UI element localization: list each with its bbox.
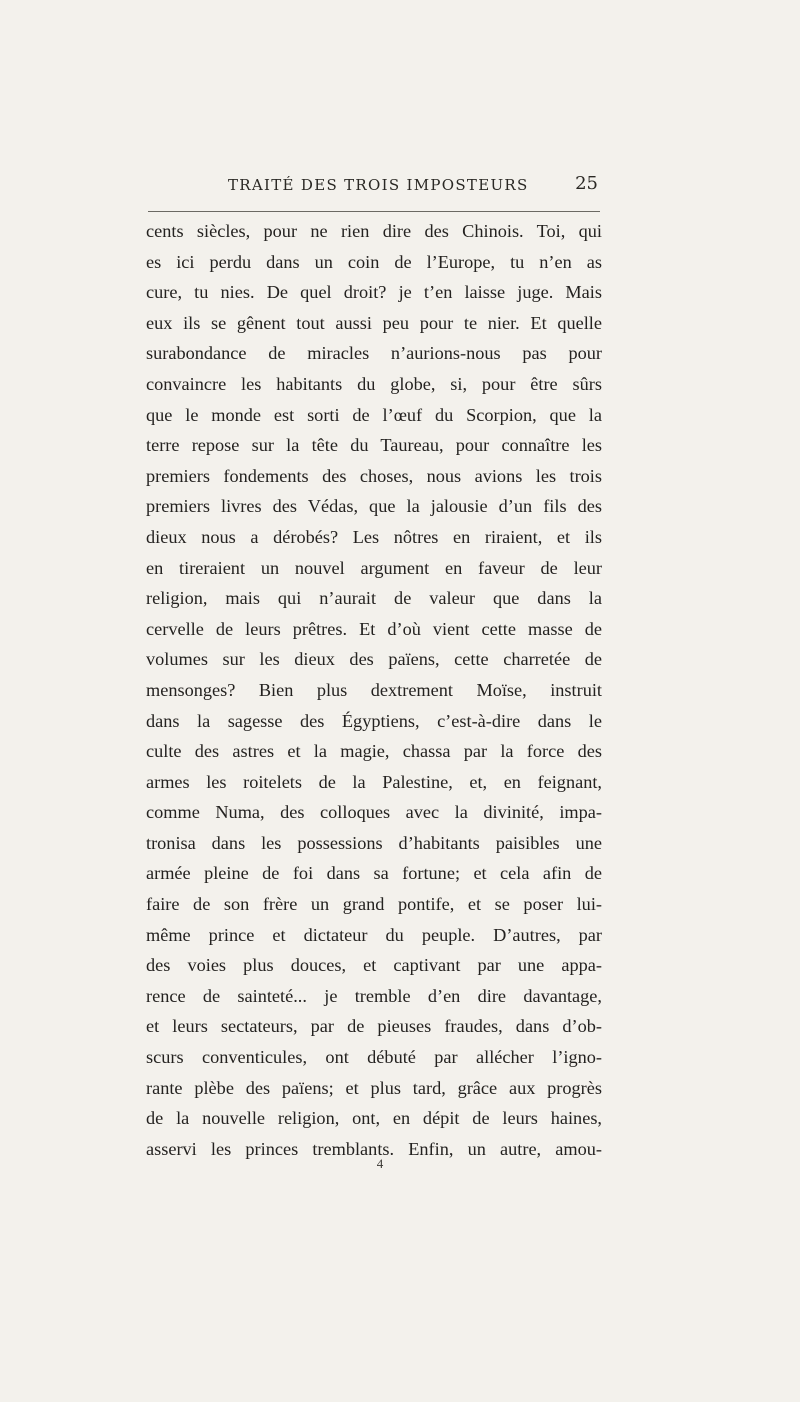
text-line: terre repose sur la tête du Taureau, pour connaître les bbox=[146, 435, 602, 456]
text-line: cents siècles, pour ne rien dire des Chinois. Toi, qui bbox=[146, 221, 602, 241]
text-line: cure, tu nies. De quel droit? je t’en laisse juge. Mais bbox=[146, 282, 602, 303]
text-line: premiers livres des Védas, que la jalousie d’un fils des bbox=[146, 496, 602, 517]
text-line: scurs conventicules, ont débuté par allécher l’igno- bbox=[146, 1047, 602, 1068]
text-line: dieux nous a dérobés? Les nôtres en riraient, et ils bbox=[146, 526, 602, 547]
text-line: es ici perdu dans un coin de l’Europe, tu n’en as bbox=[146, 251, 602, 272]
text-line: culte des astres et la magie, chassa par la force des bbox=[146, 741, 602, 762]
text-line: eux ils se gênent tout aussi peu pour te nier. Et quelle bbox=[146, 312, 602, 333]
text-line: même prince et dictateur du peuple. D’autres, par bbox=[146, 924, 602, 945]
text-line: asservi les princes tremblants. Enfin, un autre, amou- bbox=[146, 1138, 602, 1159]
text-line: en tireraient un nouvel argument en faveur de leur bbox=[146, 557, 602, 578]
text-line: de la nouvelle religion, ont, en dépit de leurs haines, bbox=[146, 1108, 602, 1129]
text-line: rence de sainteté... je tremble d’en dire davantage, bbox=[146, 985, 602, 1006]
text-line: comme Numa, des colloques avec la divinité, impa- bbox=[146, 802, 602, 823]
text-line: volumes sur les dieux des païens, cette charretée de bbox=[146, 649, 602, 670]
text-line: premiers fondements des choses, nous avions les trois bbox=[146, 465, 602, 486]
text-line: armée pleine de foi dans sa fortune; et cela afin de bbox=[146, 863, 602, 884]
text-line: cervelle de leurs prêtres. Et d’où vient cette masse de bbox=[146, 618, 602, 639]
text-line: et leurs sectateurs, par de pieuses fraudes, dans d’ob- bbox=[146, 1016, 602, 1037]
text-line: convaincre les habitants du globe, si, pour être sûrs bbox=[146, 373, 602, 394]
running-title: TRAITÉ DES TROIS IMPOSTEURS bbox=[228, 176, 529, 194]
signature-mark: 4 bbox=[376, 1156, 384, 1171]
text-line: surabondance de miracles n’aurions-nous pas pour bbox=[146, 343, 602, 364]
body-text bbox=[146, 216, 602, 1164]
text-line: rante plèbe des païens; et plus tard, grâce aux progrès bbox=[146, 1077, 602, 1098]
text-line: faire de son frère un grand pontife, et se poser lui- bbox=[146, 894, 602, 915]
text-line: mensonges? Bien plus dextrement Moïse, instruit bbox=[146, 679, 602, 700]
text-line: armes les roitelets de la Palestine, et, en feignant, bbox=[146, 771, 602, 792]
text-line: tronisa dans les possessions d’habitants paisibles une bbox=[146, 832, 602, 853]
header-rule bbox=[148, 211, 600, 212]
text-line: des voies plus douces, et captivant par une appa- bbox=[146, 955, 602, 976]
page-number: 25 bbox=[575, 173, 598, 194]
text-line: dans la sagesse des Égyptiens, c’est-à-dire dans le bbox=[146, 710, 602, 731]
text-line: religion, mais qui n’aurait de valeur que dans la bbox=[146, 588, 602, 609]
running-head bbox=[228, 173, 600, 200]
text-line: que le monde est sorti de l’œuf du Scorpion, que la bbox=[146, 404, 602, 425]
